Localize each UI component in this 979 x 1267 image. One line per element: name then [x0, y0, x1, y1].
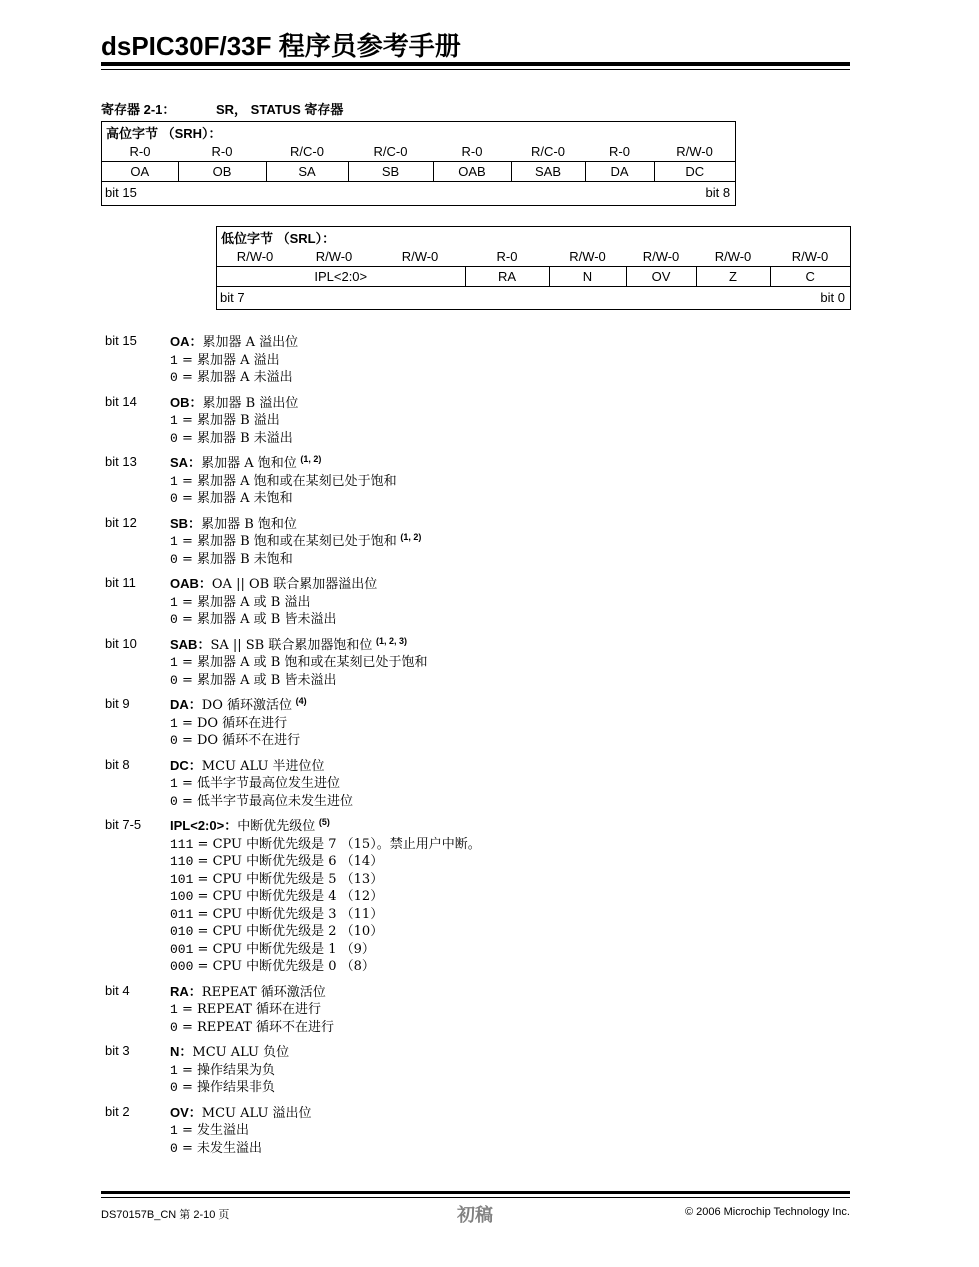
bit-name-cell: SB — [348, 162, 433, 182]
bit-number: bit 13 — [105, 454, 137, 469]
bit-description-block — [101, 394, 861, 447]
bit-value-code: 0 — [170, 430, 178, 446]
bit-value-code: 0 — [170, 612, 178, 627]
bit-value-code: 110 — [170, 854, 194, 869]
bit-value-text: = CPU 中断优先级是 4 （12） — [193, 889, 384, 904]
bit-value-text: = REPEAT 循环在进行 — [177, 1002, 321, 1017]
bit-value-line — [170, 653, 861, 671]
bit-value-text: = CPU 中断优先级是 1 （9） — [193, 941, 375, 957]
bit-value-line — [170, 1139, 861, 1157]
access-cell: R/W-0 — [642, 249, 680, 264]
bit-value-text: = 累加器 A 溢出 — [177, 352, 280, 368]
bit-value-line — [170, 731, 861, 749]
access-cell: R/W-0 — [569, 249, 606, 264]
bit-field-name: OA： — [170, 334, 203, 349]
register-high-access-row — [102, 142, 735, 162]
bit-value-line — [170, 957, 861, 975]
bit-number: bit 12 — [105, 514, 137, 530]
bit-value-code: 0 — [170, 491, 178, 506]
bit-value-line — [170, 714, 861, 732]
bit-description-block — [101, 817, 861, 975]
access-cell: R/C-0 — [531, 144, 565, 159]
bit-title — [170, 1104, 861, 1122]
bit-value-text: = CPU 中断优先级是 7 （15）。禁止用户中断。 — [193, 836, 481, 852]
bit-value-text: = 累加器 A 或 B 溢出 — [177, 594, 311, 610]
bit-value-line — [170, 887, 861, 905]
header-rule-thin — [101, 69, 850, 70]
access-cell: R/W-0 — [236, 249, 274, 264]
bit-field-name: OB： — [170, 394, 203, 410]
access-cell: R-0 — [461, 144, 483, 159]
bit-value-text: = CPU 中断优先级是 0 （8） — [193, 959, 375, 974]
bit-value-code: 1 — [170, 655, 178, 670]
access-cell: R/W-0 — [315, 249, 353, 264]
bit-value-code: 0 — [170, 1019, 178, 1035]
footnote-ref: (5) — [318, 817, 330, 827]
bit-description-block — [101, 636, 861, 689]
access-cell: R/W-0 — [714, 249, 752, 264]
bit-field-name: IPL<2:0>： — [170, 818, 238, 833]
bit-value-line — [170, 532, 861, 550]
bit-number: bit 10 — [105, 635, 137, 651]
bit-value-text: = 操作结果非负 — [177, 1080, 275, 1095]
bit-range-left: bit 15 — [105, 185, 137, 200]
bit-value-code: 011 — [170, 906, 194, 922]
bit-field-desc: MCU ALU 溢出位 — [201, 1105, 312, 1121]
bit-value-line — [170, 922, 861, 940]
access-cell: R-0 — [496, 249, 518, 264]
access-cell: R-0 — [129, 144, 151, 159]
register-high-title: 高位字节 （SRH）： — [106, 125, 222, 141]
bit-number: bit 8 — [105, 756, 130, 772]
bit-description-block — [101, 575, 861, 628]
bit-value-text: = 累加器 A 未溢出 — [177, 370, 293, 385]
bit-description-block — [101, 983, 861, 1036]
bit-name-cell: C — [770, 267, 850, 287]
bit-title — [170, 757, 861, 775]
bit-value-code: 1 — [170, 413, 178, 428]
bit-number: bit 15 — [105, 333, 137, 348]
bit-value-code: 000 — [170, 959, 194, 974]
bit-value-code: 0 — [170, 370, 178, 385]
bit-value-line — [170, 351, 861, 369]
bit-field-desc: MCU ALU 半进位位 — [201, 758, 325, 774]
bit-description-block — [101, 696, 861, 749]
bit-descriptions — [101, 333, 861, 1164]
bit-value-text: = DO 循环在进行 — [177, 715, 288, 731]
bit-value-code: 1 — [170, 352, 178, 368]
bit-value-line — [170, 593, 861, 611]
access-cell: R/W-0 — [791, 249, 829, 264]
bit-value-text: = 累加器 A 未饱和 — [177, 491, 293, 506]
footer-rule-thin — [101, 1197, 850, 1198]
bit-name-cell: OA — [102, 162, 178, 182]
footnote-ref: (4) — [295, 696, 307, 706]
bit-title — [170, 983, 861, 1001]
bit-field-name: SA： — [170, 455, 202, 470]
bit-title — [170, 636, 861, 654]
bit-range-left: bit 7 — [220, 290, 245, 305]
bit-value-code: 0 — [170, 793, 178, 809]
bit-number: bit 9 — [105, 696, 130, 711]
access-cell: R/W-0 — [401, 249, 439, 264]
bit-value-text: = REPEAT 循环不在进行 — [177, 1019, 334, 1035]
bit-value-code: 1 — [170, 534, 178, 549]
bit-value-code: 0 — [170, 1080, 178, 1095]
bit-value-code: 100 — [170, 889, 194, 904]
bit-value-code: 1 — [170, 594, 178, 610]
bit-description-block — [101, 757, 861, 810]
bit-value-line — [170, 774, 861, 792]
bit-field-desc: SA || SB 联合累加器饱和位 — [210, 637, 373, 653]
bit-field-desc: 中断优先级位 — [237, 819, 316, 834]
bit-value-text: = 低半字节最高位未发生进位 — [177, 793, 353, 809]
register-label: 寄存器 2-1： — [101, 102, 176, 117]
bit-value-text: = CPU 中断优先级是 3 （11） — [193, 906, 384, 922]
bit-range-right: bit 0 — [820, 290, 845, 305]
bit-value-text: = CPU 中断优先级是 2 （10） — [193, 924, 384, 939]
bit-field-name: RA： — [170, 983, 202, 999]
register-low-title: 低位字节 （SRL）： — [221, 230, 336, 246]
footer-draft-mark: 初稿 — [457, 1205, 493, 1226]
bit-description-block — [101, 515, 861, 568]
footnote-ref: (1, 2) — [400, 532, 422, 542]
bit-title — [170, 454, 861, 472]
bit-value-text: = 累加器 A 或 B 皆未溢出 — [177, 612, 337, 627]
bit-field-desc: 累加器 A 溢出位 — [202, 335, 299, 350]
register-caption — [101, 99, 344, 118]
bit-value-line — [170, 489, 861, 507]
bit-field-desc: DO 循环激活位 — [201, 698, 292, 713]
bit-field-desc: MCU ALU 负位 — [192, 1045, 290, 1060]
bit-field-name: DA： — [170, 697, 202, 712]
bit-value-line — [170, 870, 861, 888]
bit-value-text: = 低半字节最高位发生进位 — [177, 776, 340, 791]
register-high-bits-row — [102, 182, 735, 204]
footer-rule-thick — [101, 1191, 850, 1194]
bit-value-text: = 累加器 B 未饱和 — [177, 551, 293, 567]
footnote-ref: (1, 2, 3) — [376, 635, 408, 646]
bit-value-line — [170, 940, 861, 958]
register-low-access-row — [217, 247, 850, 267]
bit-value-text: = 未发生溢出 — [177, 1140, 262, 1156]
bit-value-text: = 累加器 B 饱和或在某刻已处于饱和 — [177, 534, 397, 549]
bit-number: bit 4 — [105, 982, 130, 998]
access-cell: R/C-0 — [373, 144, 408, 159]
bit-title — [170, 696, 861, 714]
bit-title — [170, 394, 861, 412]
register-name: SR， STATUS 寄存器 — [216, 102, 344, 117]
bit-range-right: bit 8 — [705, 185, 731, 200]
bit-field-desc: 累加器 B 溢出位 — [202, 395, 299, 411]
footer-copyright: © 2006 Microchip Technology Inc. — [684, 1206, 850, 1218]
bit-value-code: 010 — [170, 924, 194, 939]
bit-value-line — [170, 852, 861, 870]
bit-name-cell: DC — [654, 162, 735, 182]
bit-value-line — [170, 429, 861, 447]
bit-field-name: OV： — [170, 1104, 202, 1120]
bit-value-text: = 累加器 B 未溢出 — [177, 430, 293, 446]
register-high-table — [102, 122, 735, 203]
bit-value-text: = CPU 中断优先级是 6 （14） — [193, 854, 384, 869]
bit-value-code: 1 — [170, 1002, 178, 1017]
bit-number: bit 3 — [105, 1043, 130, 1058]
bit-value-code: 0 — [170, 733, 178, 748]
bit-number: bit 2 — [105, 1103, 130, 1119]
bit-field-desc: 累加器 B 饱和位 — [201, 516, 297, 532]
access-cell: R-0 — [609, 144, 630, 159]
bit-name-cell: SAB — [511, 162, 585, 182]
bit-value-code: 1 — [170, 776, 178, 791]
bit-number: bit 11 — [105, 575, 136, 590]
bit-description-block — [101, 1104, 861, 1157]
bit-value-line — [170, 1018, 861, 1036]
bit-name-cell: OAB — [433, 162, 511, 182]
bit-description-block — [101, 454, 861, 507]
access-cell: R/C-0 — [290, 144, 324, 159]
bit-description-block — [101, 333, 861, 386]
bit-value-line — [170, 792, 861, 810]
bit-value-text: = 累加器 A 饱和或在某刻已处于饱和 — [177, 473, 397, 489]
bit-value-text: = 累加器 A 或 B 皆未溢出 — [177, 672, 337, 688]
bit-value-code: 0 — [170, 672, 178, 688]
bit-value-line — [170, 368, 861, 386]
bit-name-cell: IPL<2:0> — [217, 267, 465, 287]
bit-value-code: 0 — [170, 551, 178, 567]
bit-name-cell: N — [549, 267, 626, 287]
access-cell: R/W-0 — [676, 144, 713, 159]
bit-value-line — [170, 1121, 861, 1139]
bit-value-code: 111 — [170, 836, 194, 852]
bit-value-line — [170, 835, 861, 853]
bit-field-name: DC： — [170, 757, 202, 773]
bit-value-text: = CPU 中断优先级是 5 （13） — [193, 871, 384, 887]
footer-doc-number: DS70157B_CN 第 2-10 页 — [101, 1209, 230, 1221]
bit-value-text: = 发生溢出 — [177, 1123, 249, 1138]
bit-description-block — [101, 1043, 861, 1096]
access-cell: R-0 — [211, 144, 233, 159]
bit-name-cell: SA — [266, 162, 348, 182]
bit-value-code: 1 — [170, 1062, 178, 1078]
bit-value-line — [170, 671, 861, 689]
bit-name-cell: DA — [585, 162, 654, 182]
bit-value-line — [170, 411, 861, 429]
bit-field-desc: REPEAT 循环激活位 — [201, 984, 326, 1000]
bit-value-line — [170, 472, 861, 490]
bit-title — [170, 1043, 861, 1061]
bit-value-code: 001 — [170, 941, 194, 957]
bit-field-name: N： — [170, 1044, 193, 1059]
bit-name-cell: RA — [465, 267, 549, 287]
footnote-ref: (1, 2) — [300, 454, 322, 464]
bit-title — [170, 817, 861, 835]
bit-value-line — [170, 1078, 861, 1096]
bit-field-desc: OA || OB 联合累加器溢出位 — [211, 577, 378, 592]
register-low-names-row — [217, 267, 850, 287]
bit-name-cell: Z — [696, 267, 770, 287]
bit-value-line — [170, 550, 861, 568]
bit-value-line — [170, 1000, 861, 1018]
bit-value-code: 0 — [170, 1140, 178, 1156]
bit-name-cell: OV — [626, 267, 696, 287]
page-title: dsPIC30F/33F 程序员参考手册 — [101, 31, 461, 61]
bit-value-code: 1 — [170, 1123, 178, 1138]
bit-number: bit 7-5 — [105, 817, 142, 832]
bit-value-line — [170, 1061, 861, 1079]
bit-value-code: 1 — [170, 473, 178, 489]
bit-field-name: SAB： — [170, 636, 211, 652]
bit-value-text: = 累加器 B 溢出 — [177, 413, 280, 428]
bit-field-desc: 累加器 A 饱和位 — [201, 456, 297, 471]
bit-value-line — [170, 905, 861, 923]
bit-title — [170, 515, 861, 533]
bit-value-code: 1 — [170, 715, 178, 731]
bit-title — [170, 333, 861, 351]
bit-field-name: OAB： — [170, 576, 212, 591]
bit-field-name: SB： — [170, 515, 202, 531]
register-low-bits-row — [217, 287, 850, 309]
register-high-names-row — [102, 162, 735, 182]
bit-name-cell: OB — [178, 162, 266, 182]
bit-value-code: 101 — [170, 871, 194, 887]
bit-title — [170, 575, 861, 593]
header-rule-thick — [101, 62, 850, 66]
bit-value-line — [170, 610, 861, 628]
bit-value-text: = 操作结果为负 — [177, 1062, 275, 1078]
bit-value-text: = DO 循环不在进行 — [177, 733, 301, 748]
bit-number: bit 14 — [105, 393, 137, 409]
register-low-table — [217, 227, 850, 308]
bit-value-text: = 累加器 A 或 B 饱和或在某刻已处于饱和 — [177, 655, 428, 670]
